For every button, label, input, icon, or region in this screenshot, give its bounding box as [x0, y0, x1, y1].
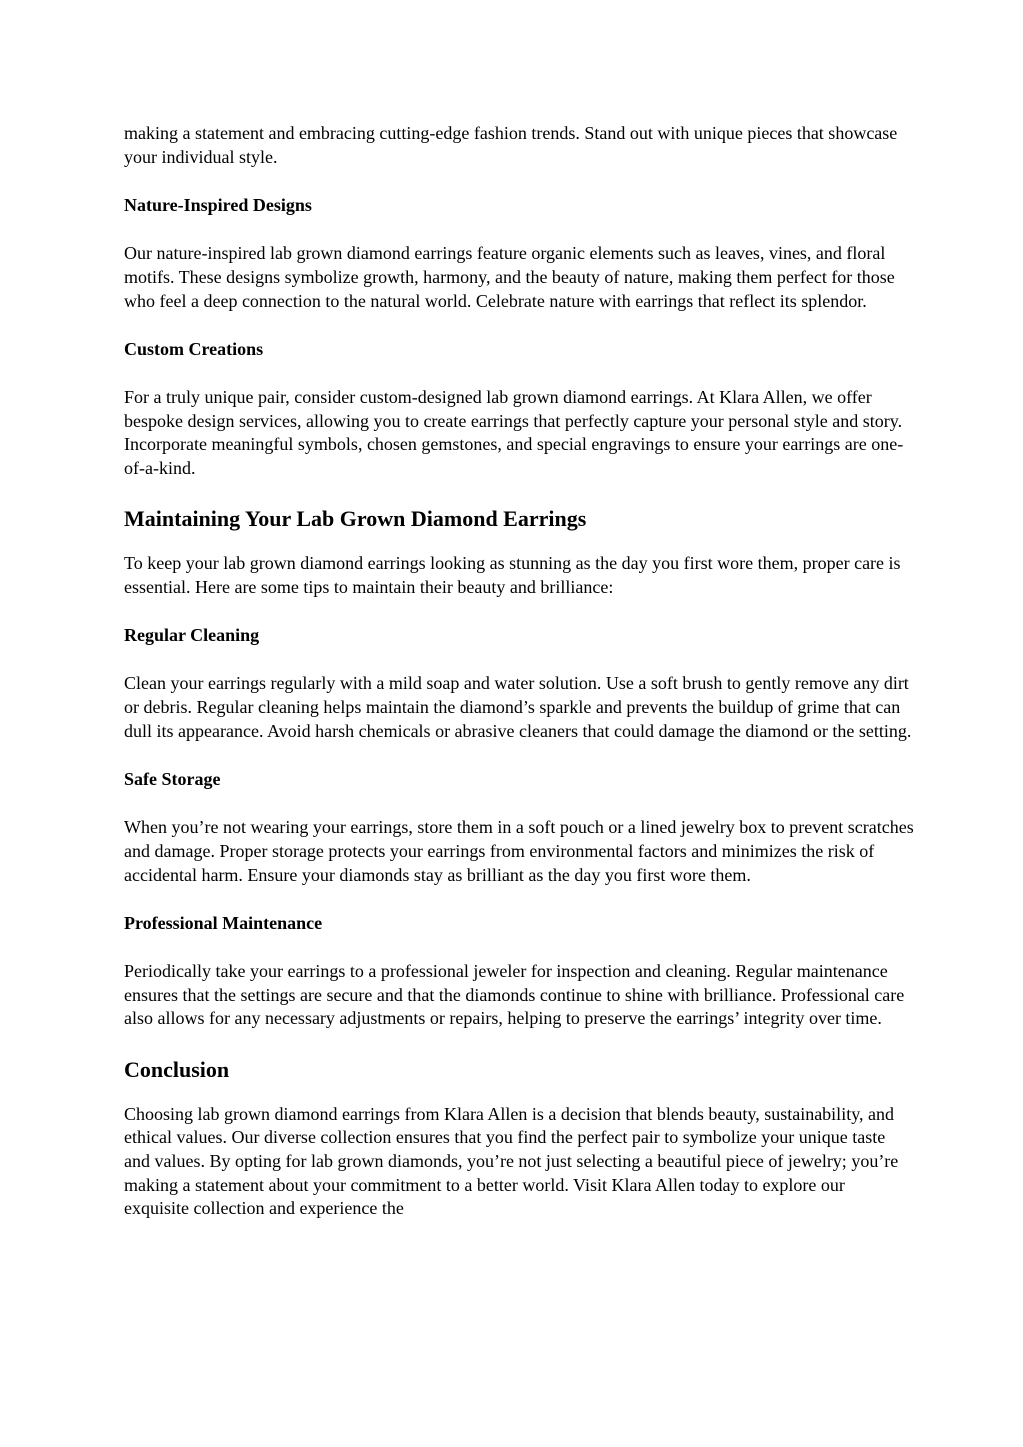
nature-inspired-paragraph: Our nature-inspired lab grown diamond earrings feature organic elements such as leaves, vines, and floral motifs. These designs symbolize growth, harmony, and the beauty of nature, making them perfect for those who feel a deep connection to the natural world. Celebrate nature with earrings that reflect its splendor.	[124, 243, 895, 311]
regular-cleaning-heading: Regular Cleaning	[124, 625, 260, 646]
professional-maintenance-paragraph: Periodically take your earrings to a professional jeweler for inspection and cleaning. Regular maintenance ensures that the settings are secure and that the diamonds continue to shine with brilliance. Professional care also allows for any necessary adjustments or repairs, helping to preserve the earrings’ integrity over time.	[124, 960, 905, 1029]
safe-storage-heading: Safe Storage	[124, 768, 221, 789]
regular-cleaning-paragraph: Clean your earrings regularly with a mild soap and water solution. Use a soft brush to gently remove any dirt or debris. Regular cleaning helps maintain the diamond’s sparkle and prevents the buildup of grime that can dull its appearance. Avoid harsh chemicals or abrasive cleaners that could damage the diamond or the setting.	[124, 673, 912, 741]
conclusion-paragraph: Choosing lab grown diamond earrings from Klara Allen is a decision that blends beauty, sustainability, and ethical values. Our diverse collection ensures that you find the perfect pair to symbolize your unique taste and values. By opting for lab grown diamonds, you’re not just selecting a beautiful piece of jewelry; you’re making a statement about your commitment to a better world. Visit Klara Allen today to explore our exquisite collection and experience the	[124, 1103, 899, 1219]
maintaining-section-heading: Maintaining Your Lab Grown Diamond Earrings	[124, 506, 587, 532]
professional-maintenance-heading: Professional Maintenance	[124, 912, 323, 933]
custom-creations-heading: Custom Creations	[124, 338, 264, 359]
safe-storage-paragraph: When you’re not wearing your earrings, store them in a soft pouch or a lined jewelry box to prevent scratches and damage. Proper storage protects your earrings from environmental factors and minimizes the risk of accidental harm. Ensure your diamonds stay as brilliant as the day you first wore them.	[124, 817, 914, 885]
nature-inspired-heading: Nature-Inspired Designs	[124, 194, 312, 215]
intro-paragraph: making a statement and embracing cutting-edge fashion trends. Stand out with unique pieces that showcase your individual style.	[124, 123, 898, 167]
document-page	[124, 122, 914, 1246]
conclusion-heading: Conclusion	[124, 1056, 230, 1082]
custom-creations-paragraph: For a truly unique pair, consider custom-designed lab grown diamond earrings. At Klara Allen, we offer bespoke design services, allowing you to create earrings that perfectly capture your personal style and story. Incorporate meaningful symbols, chosen gemstones, and special engravings to ensure your earrings are one-of-a-kind.	[124, 386, 904, 479]
maintaining-intro-paragraph: To keep your lab grown diamond earrings looking as stunning as the day you first wore them, proper care is essential. Here are some tips to maintain their beauty and brilliance:	[124, 553, 901, 597]
